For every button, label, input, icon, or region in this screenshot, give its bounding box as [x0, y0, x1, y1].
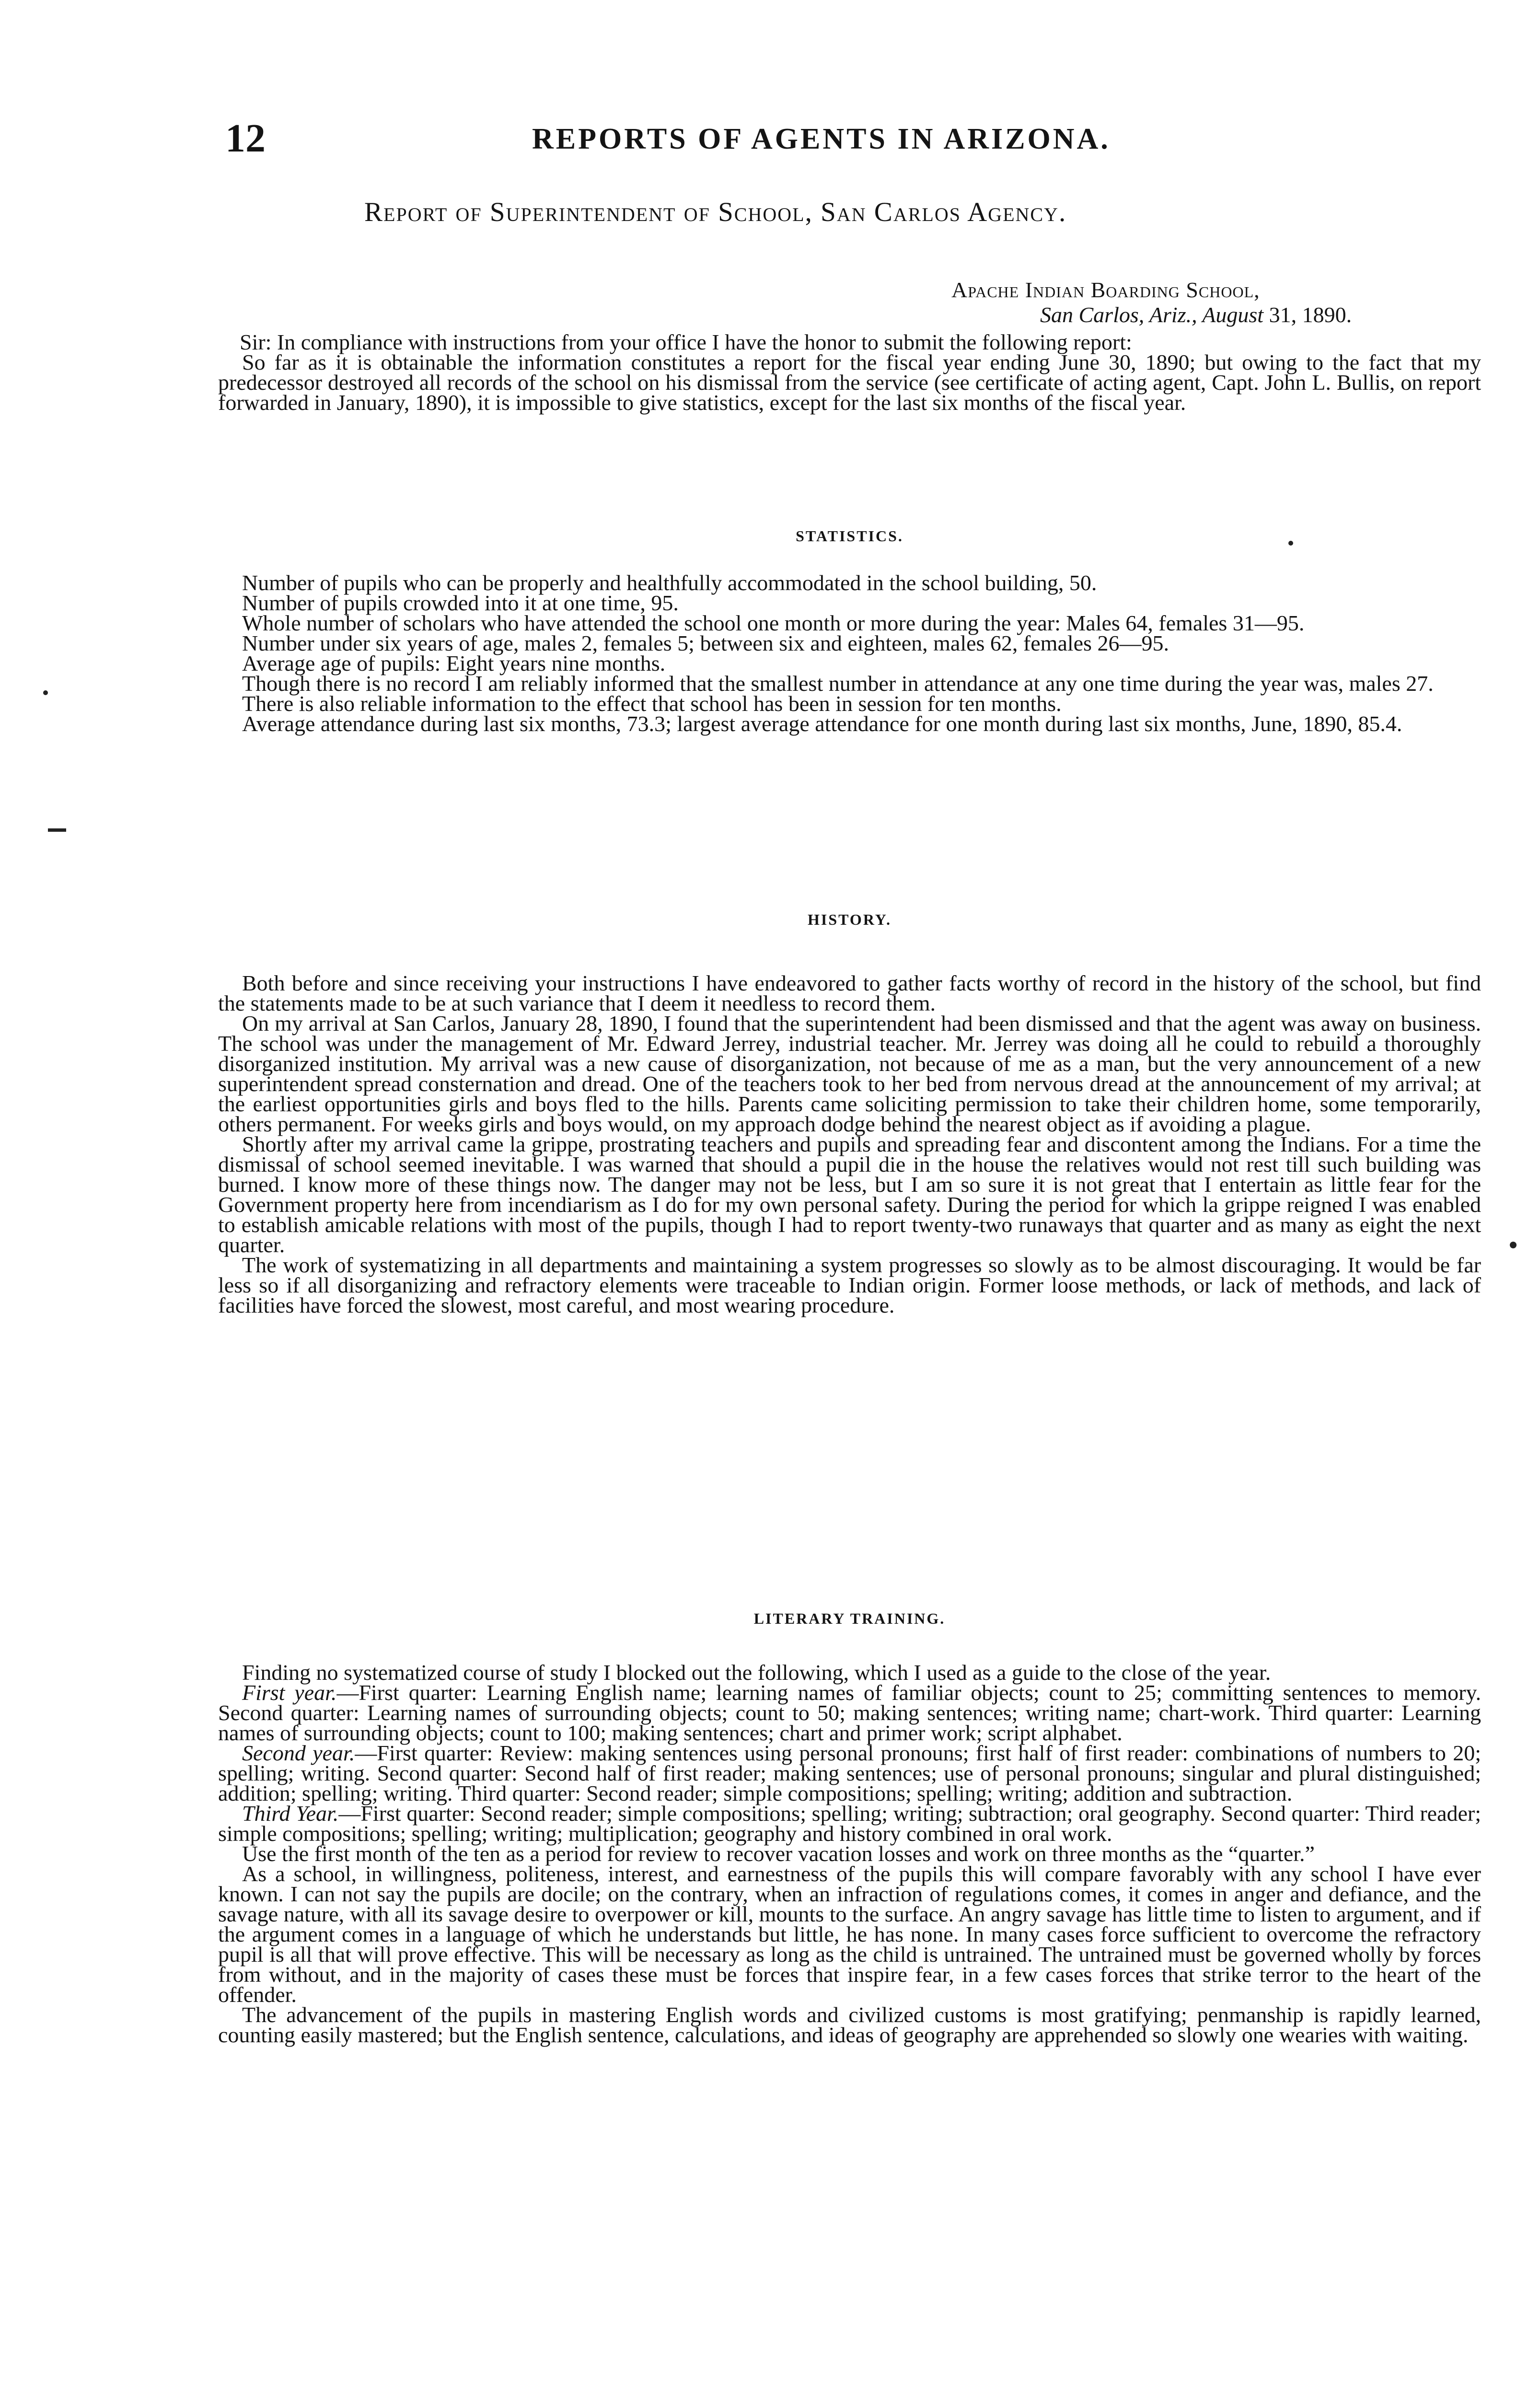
- scan-artifact-dot: [43, 690, 48, 695]
- literary-block: [218, 1660, 1482, 2047]
- report-title: Report of Superintendent of School, San Carlos Agency.: [364, 197, 1067, 227]
- running-head: REPORTS OF AGENTS IN ARIZONA.: [532, 123, 1111, 155]
- second-year-text: —First quarter: Review: making sentences using personal pronouns; first half of first reader: combinations of numbers to 20; spelling; writing. Second quarter: Second half of first reader; making sentences; use of personal pronouns; singular and plural distinguished; addition; spelling; writing. Third quarter: Second reader; simple compositions; spelling; writing; addition and subtraction.: [218, 1741, 1481, 1805]
- dateline-date-tail: 31, 1890.: [1263, 303, 1352, 327]
- scan-artifact-dot: [1510, 1242, 1517, 1248]
- statistics-paragraph: Number of pupils crowded into it at one time, 95.: [242, 591, 679, 615]
- history-paragraph: On my arrival at San Carlos, January 28, 1890, I found that the superintendent had been dismissed and that the agent was away on business. The school was under the management of Mr. Edward Jerrey, industrial teacher. Mr. Jerrey was doing all he could to rebuild a thoroughly disorganized institution. My arrival was a new cause of disorganization, not because of me as a man, but the very announcement of a new superintendent spread consternation and dread. One of the teachers took to her bed from nervous dread at the announcement of my arrival; at the earliest opportunities girls and boys fled to the hills. Parents came soliciting permission to take their children home, some temporarily, others permanent. For weeks girls and boys would, on my approach dodge behind the nearest object as if avoiding a plague.: [218, 1011, 1481, 1136]
- literary-heading: LITERARY TRAINING.: [753, 1610, 946, 1627]
- second-year-label: Second year.: [242, 1741, 355, 1765]
- dateline-place-italic: San Carlos, Ariz., August: [1040, 303, 1264, 327]
- history-paragraph: The work of systematizing in all departments and maintaining a system progresses so slowly as to be almost discouraging. It would be far less so if all disorganizing and refractory elements were traceable to Indian origin. Former loose methods, or lack of methods, and lack of facilities have forced the slowest, most careful, and most wearing procedure.: [218, 1253, 1481, 1317]
- statistics-block: [218, 570, 1481, 736]
- salutation-paragraph: Sir: In compliance with instructions from your office I have the honor to submit the following report:: [240, 330, 1132, 354]
- statistics-paragraph: Average age of pupils: Eight years nine months.: [242, 651, 666, 675]
- statistics-paragraph: Average attendance during last six months, 73.3; largest average attendance for one month during last six months, June, 1890, 85.4.: [242, 711, 1402, 736]
- scan-artifact-dot: [1288, 541, 1293, 546]
- history-heading: HISTORY.: [808, 911, 892, 928]
- intro-block: [218, 332, 1481, 413]
- scan-artifact-mark: [48, 828, 66, 832]
- first-year-text: —First quarter: Learning English name; learning names of familiar objects; count to 25; committing sentences to memory. Second quarter: Learning names of surrounding objects; count to 50; making sentences; writing name; chart-work. Third quarter: Learning names of surrounding objects; count to 100; making sentences; chart and primer work; script alphabet.: [218, 1680, 1481, 1745]
- second-year-paragraph: [218, 1743, 1481, 1804]
- school-character-paragraph: As a school, in willingness, politeness, interest, and earnestness of the pupils this will compare favorably with any school I have ever known. I can not say the pupils are docile; on the contrary, when an infraction of regulations comes, it comes in anger and defiance, and the savage nature, with all its savage desire to overpower or kill, mounts to the surface. An angry savage has little time to listen to argument, and if the argument comes in a language of which he understands but little, he has none. In many cases force sufficient to overcome the refractory pupil is all that will prove effective. This will be necessary as long as the child is untrained. The untrained must be governed wholly by forces from without, and in the majority of cases these must be forces that inspire fear, in a few cases forces that strike terror to the heart of the offender.: [218, 1862, 1481, 2007]
- intro-paragraph: So far as it is obtainable the information constitutes a report for the fiscal year ending June 30, 1890; but owing to the fact that my predecessor destroyed all records of the school on his dismissal from the service (see certificate of acting agent, Capt. John L. Bullis, on report forwarded in January, 1890), it is impossible to give statistics, except for the last six months of the fiscal year.: [218, 350, 1481, 415]
- third-year-label: Third Year.: [242, 1801, 339, 1826]
- literary-intro-paragraph: Finding no systematized course of study I blocked out the following, which I used as a guide to the close of the year.: [242, 1660, 1271, 1685]
- advancement-paragraph: The advancement of the pupils in mastering English words and civilized customs is most gratifying; penmanship is rapidly learned, counting easily mastered; but the English sentence, calculations, and ideas of geography are apprehended so slowly one wearies with waiting.: [218, 2002, 1481, 2047]
- first-year-paragraph: [218, 1680, 1481, 1745]
- third-year-text: —First quarter: Second reader; simple compositions; spelling; writing; subtraction; oral geography. Second quarter: Third reader; simple compositions; spelling; writing; multiplication; geography and history combined in oral work.: [218, 1801, 1482, 1846]
- dateline-place-date: [1040, 302, 1352, 327]
- review-paragraph: Use the first month of the ten as a period for review to recover vacation losses and work on three months as the “quarter.”: [242, 1841, 1315, 1866]
- statistics-paragraph: Though there is no record I am reliably informed that the smallest number in attendance at any one time during the year was, males 27.: [242, 671, 1434, 696]
- page-number: 12: [225, 116, 266, 161]
- statistics-paragraph: Number of pupils who can be properly and healthfully accommodated in the school building, 50.: [242, 570, 1097, 595]
- statistics-paragraph: Number under six years of age, males 2, females 5; between six and eighteen, males 62, females 26—95.: [242, 631, 1169, 655]
- statistics-heading: STATISTICS.: [796, 527, 903, 545]
- statistics-paragraph: Whole number of scholars who have attended the school one month or more during the year: Males 64, females 31—95.: [242, 611, 1305, 635]
- third-year-paragraph: [218, 1801, 1482, 1846]
- history-paragraph: Shortly after my arrival came la grippe, prostrating teachers and pupils and spreading fear and discontent among the Indians. For a time the dismissal of school seemed inevitable. I was warned that should a pupil die in the house the relatives would not rest till such building was burned. I know more of these things now. The danger may not be less, but I am so sure it is not great that I entertain as little fear for the Government property here from incendiarism as I do for my own personal safety. During the period for which la grippe reigned I was enabled to establish amicable relations with most of the pupils, though I had to report twenty-two runaways that quarter and as many as eight the next quarter.: [218, 1132, 1481, 1257]
- statistics-paragraph: There is also reliable information to the effect that school has been in session for ten months.: [242, 691, 1062, 716]
- first-year-label: First year.: [242, 1680, 337, 1705]
- history-paragraph: Both before and since receiving your instructions I have endeavored to gather facts worthy of record in the history of the school, but find the statements made to be at such variance that I deem it needless to record them.: [218, 971, 1481, 1015]
- dateline-school: Apache Indian Boarding School,: [951, 278, 1260, 302]
- history-block: [218, 973, 1481, 1315]
